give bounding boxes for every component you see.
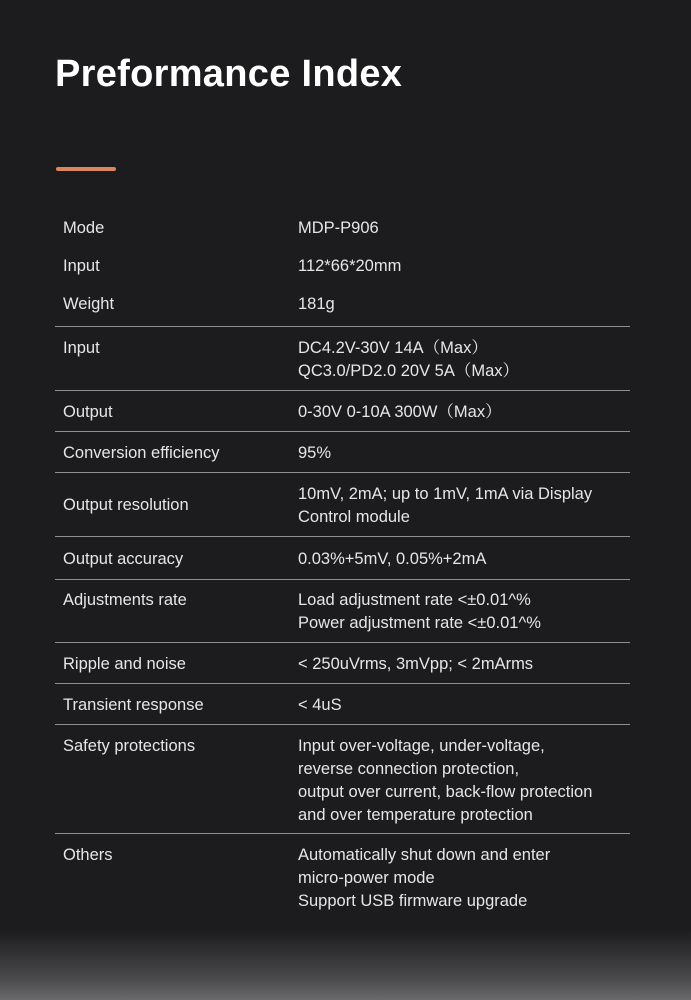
spec-value-line: Automatically shut down and enter (298, 846, 551, 864)
spec-value (298, 217, 630, 240)
spec-value-line: output over current, back-flow protection (298, 783, 593, 801)
spec-value (298, 293, 630, 316)
spec-value (298, 483, 630, 529)
spec-value (298, 694, 630, 717)
spec-row-input-size (55, 244, 630, 283)
spec-label: Conversion efficiency (63, 444, 220, 462)
spec-row-output (55, 391, 630, 432)
spec-value (298, 442, 630, 465)
bottom-gradient (0, 930, 691, 1000)
spec-value (298, 337, 630, 383)
spec-table (55, 205, 630, 920)
spec-value-line: 10mV, 2mA; up to 1mV, 1mA via Display (298, 485, 593, 503)
page-title: Preformance Index (55, 53, 403, 95)
spec-value-line: Power adjustment rate <±0.01^% (298, 614, 541, 632)
spec-value (298, 589, 630, 635)
spec-value (298, 844, 630, 913)
spec-value-line: Support USB firmware upgrade (298, 892, 528, 910)
spec-value-line: 181g (298, 295, 335, 313)
spec-value (298, 735, 630, 827)
spec-value-line: MDP-P906 (298, 219, 379, 237)
spec-label: Ripple and noise (63, 655, 186, 673)
spec-label: Weight (63, 295, 115, 313)
spec-value-line: 95% (298, 444, 332, 462)
spec-row-others (55, 834, 630, 920)
spec-label: Output (63, 403, 113, 421)
spec-value-line: and over temperature protection (298, 806, 533, 824)
spec-label: Others (63, 846, 113, 864)
spec-label: Input (63, 339, 100, 357)
title-accent-bar (56, 167, 116, 171)
spec-value-line: Load adjustment rate <±0.01^% (298, 591, 531, 609)
spec-label: Safety protections (63, 737, 196, 755)
spec-row-mode (55, 205, 630, 244)
spec-row-adjustments-rate (55, 580, 630, 643)
spec-row-output-accuracy (55, 537, 630, 580)
spec-value-line: Input over-voltage, under-voltage, (298, 737, 545, 755)
spec-value-line: QC3.0/PD2.0 20V 5A（Max） (298, 362, 520, 380)
spec-value-line: 0.03%+5mV, 0.05%+2mA (298, 550, 487, 568)
spec-value-line: DC4.2V-30V 14A（Max） (298, 339, 488, 357)
spec-row-conversion-efficiency (55, 432, 630, 473)
spec-row-weight (55, 283, 630, 327)
spec-row-ripple-and-noise (55, 643, 630, 684)
spec-value (298, 548, 630, 571)
spec-row-input (55, 327, 630, 391)
spec-label: Output accuracy (63, 550, 184, 568)
spec-value (298, 653, 630, 676)
spec-value (298, 401, 630, 424)
spec-row-transient-response (55, 684, 630, 725)
spec-label: Mode (63, 219, 105, 237)
spec-value (298, 255, 630, 278)
spec-row-output-resolution (55, 473, 630, 537)
spec-value-line: reverse connection protection, (298, 760, 520, 778)
spec-value-line: 0-30V 0-10A 300W（Max） (298, 403, 502, 421)
spec-value-line: micro-power mode (298, 869, 435, 887)
spec-value-line: < 250uVrms, 3mVpp; < 2mArms (298, 655, 534, 673)
spec-label: Transient response (63, 696, 204, 714)
spec-value-line: < 4uS (298, 696, 342, 714)
spec-label: Output resolution (63, 496, 189, 514)
spec-value-line: Control module (298, 508, 410, 526)
spec-value-line: 112*66*20mm (298, 257, 402, 275)
spec-label: Adjustments rate (63, 591, 187, 609)
spec-row-safety-protections (55, 725, 630, 834)
spec-label: Input (63, 257, 100, 275)
